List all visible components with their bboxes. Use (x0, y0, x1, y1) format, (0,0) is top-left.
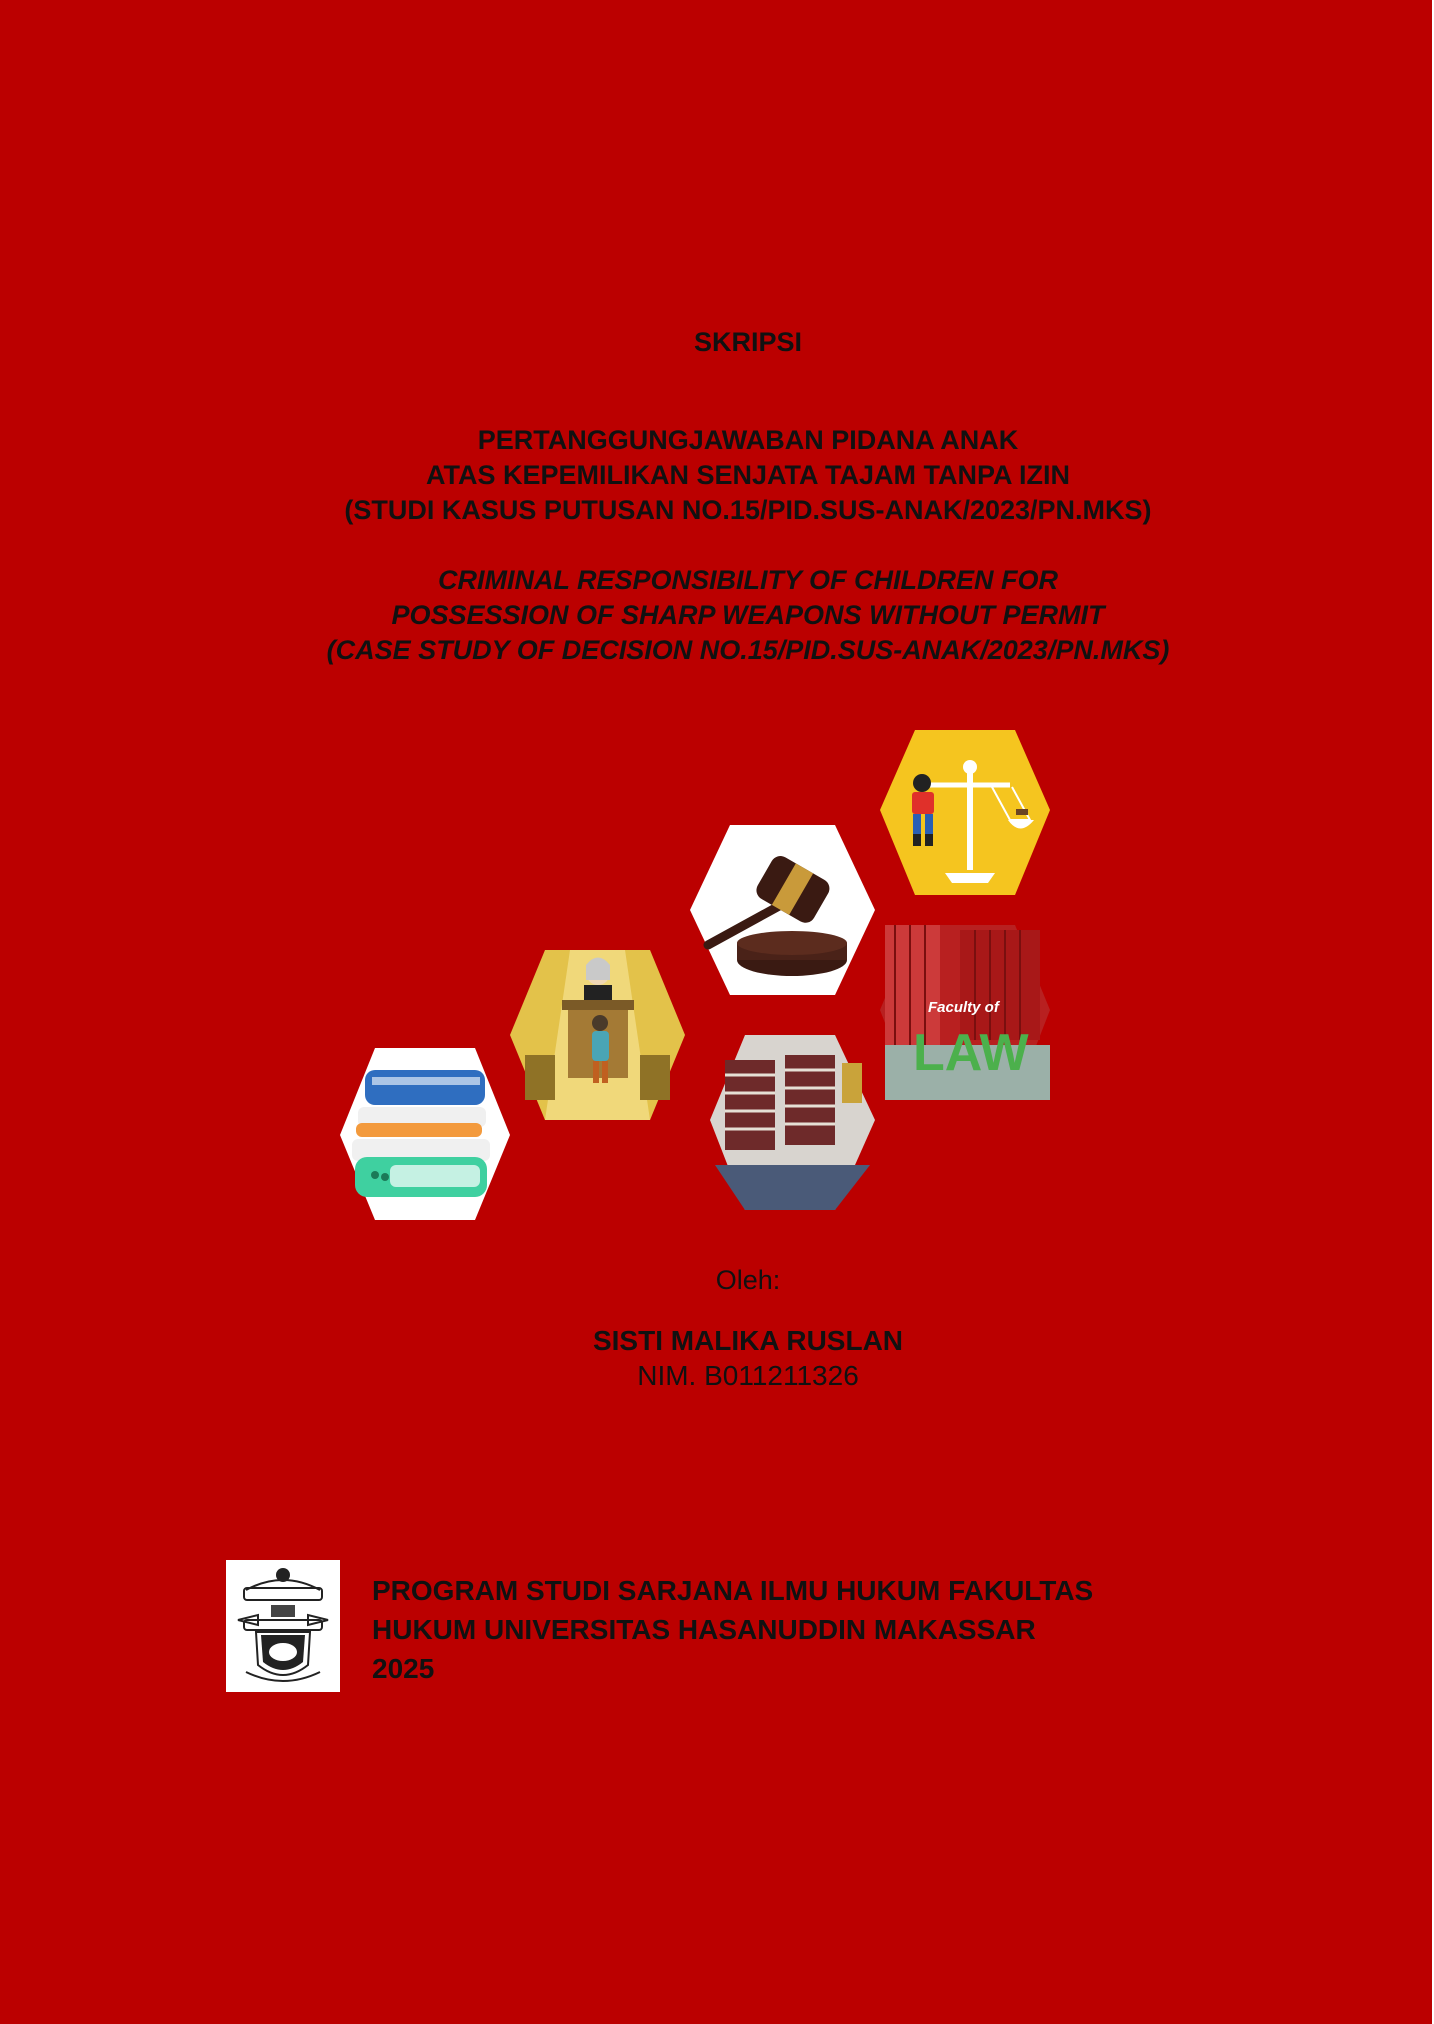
gavel-icon (690, 825, 875, 995)
title-id-line-3: (STUDI KASUS PUTUSAN NO.15/PID.SUS-ANAK/2023/PN.MKS) (344, 495, 1152, 525)
faculty-of-law-photo (880, 925, 1050, 1100)
title-id-line-2: ATAS KEPEMILIKAN SENJATA TAJAM TANPA IZIN (426, 460, 1070, 490)
title-id-line-1: PERTANGGUNGJAWABAN PIDANA ANAK (477, 425, 1019, 455)
institution-line-2: HUKUM UNIVERSITAS HASANUDDIN MAKASSAR (372, 1614, 1036, 1645)
title-en-line-3: (CASE STUDY OF DECISION NO.15/PID.SUS-ANAK/2023/PN.MKS) (326, 635, 1170, 665)
courtroom-icon (510, 950, 685, 1120)
document-type-label: SKRIPSI (693, 327, 803, 357)
by-label: Oleh: (715, 1265, 781, 1295)
student-id-number: NIM. B011211326 (637, 1360, 859, 1391)
institution-block (372, 1571, 1093, 1688)
title-indonesian (0, 423, 1434, 528)
university-seal-logo (226, 1560, 340, 1692)
title-en-line-1: CRIMINAL RESPONSIBILITY OF CHILDREN FOR (437, 565, 1059, 595)
institution-line-1: PROGRAM STUDI SARJANA ILMU HUKUM FAKULTAS (372, 1575, 1094, 1606)
title-english (0, 563, 1434, 668)
books-icon (340, 1048, 510, 1220)
institution-year: 2025 (372, 1653, 435, 1684)
hexagon-image-collage (330, 725, 1100, 1225)
law-sign-text: LAW (913, 1024, 1029, 1082)
faculty-of-text: Faculty of (928, 999, 999, 1016)
title-en-line-2: POSSESSION OF SHARP WEAPONS WITHOUT PERMIT (391, 600, 1105, 630)
child-scales-icon (880, 730, 1050, 895)
author-name: SISTI MALIKA RUSLAN (592, 1325, 904, 1356)
library-photo (710, 1035, 875, 1210)
